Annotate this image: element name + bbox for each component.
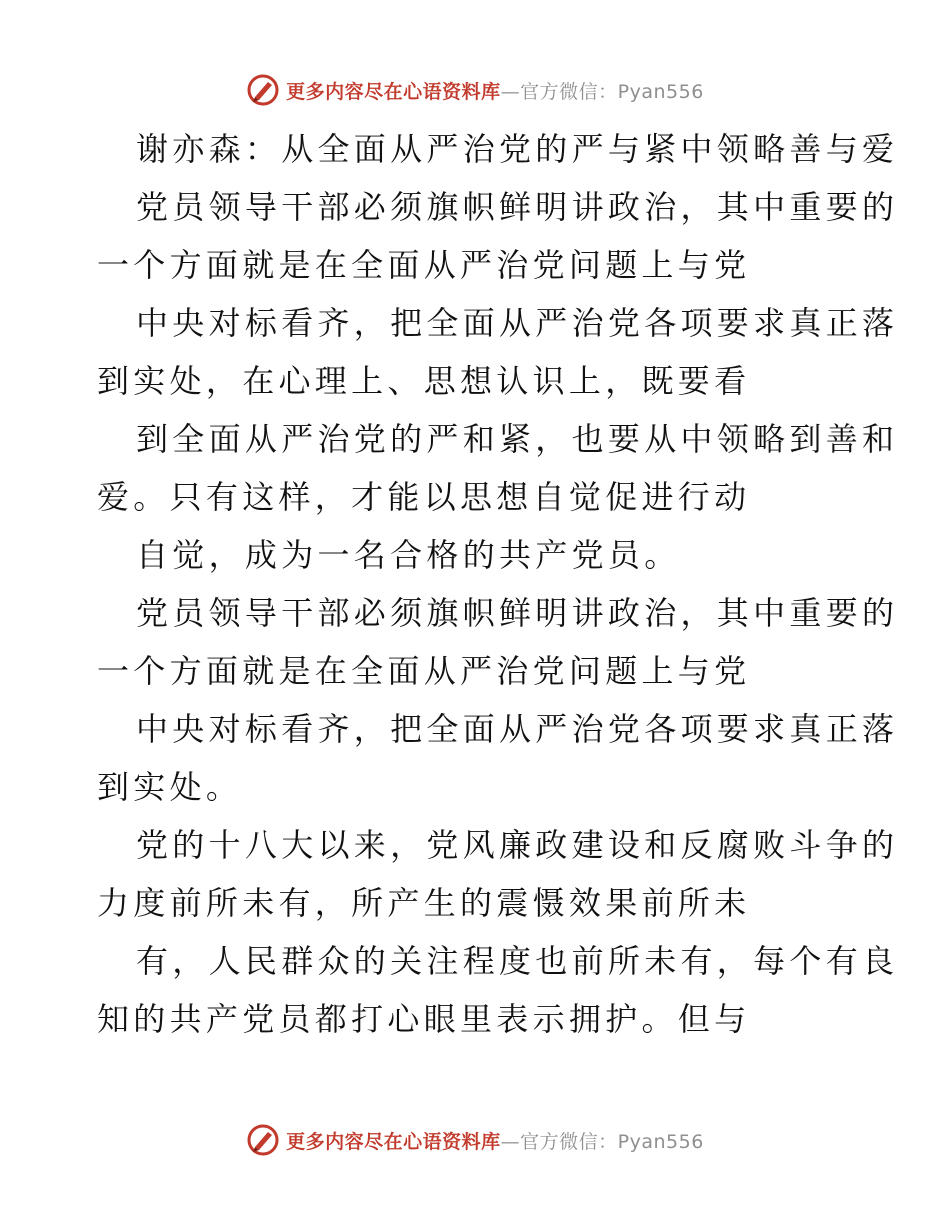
footer-banner [0,1120,950,1160]
text-line: 力度前所未有，所产生的震慑效果前所未 [97,884,751,922]
text-line: 中央对标看齐，把全面从严治党各项要求真正落 [136,710,899,748]
header-dash: — [500,80,521,103]
text-line: 党的十八大以来，党风廉政建设和反腐败斗争的 [136,826,899,864]
text-line: 到实处。 [97,768,243,806]
pen-seal-logo-icon [246,1123,280,1157]
header-banner [0,70,950,110]
text-line: 到全面从严治党的严和紧，也要从中领略到善和 [136,420,899,458]
text-line: 中央对标看齐，把全面从严治党各项要求真正落 [136,304,899,342]
pen-seal-logo-icon [246,73,280,107]
text-line: 有，人民群众的关注程度也前所未有，每个有良 [136,942,899,980]
footer-red-text: 更多内容尽在心语资料库 [286,1130,501,1153]
article-title: 谢亦森：从全面从严治党的严与紧中领略善与爱 [136,130,899,168]
header-red-text: 更多内容尽在心语资料库 [286,80,501,103]
text-line: 党员领导干部必须旗帜鲜明讲政治，其中重要的 [136,594,899,632]
footer-gray-text: 官方微信：Pyan556 [520,1130,704,1153]
header-gray-text: 官方微信：Pyan556 [520,80,704,103]
text-line: 自觉，成为一名合格的共产党员。 [136,536,681,574]
text-line: 知的共产党员都打心眼里表示拥护。但与 [97,1000,751,1038]
footer-text [286,1127,704,1154]
header-text [286,77,704,104]
text-line: 到实处，在心理上、思想认识上，既要看 [97,362,751,400]
footer-dash: — [500,1130,521,1153]
text-line: 党员领导干部必须旗帜鲜明讲政治，其中重要的 [136,188,899,226]
text-line: 一个方面就是在全面从严治党问题上与党 [97,246,751,284]
text-line: 一个方面就是在全面从严治党问题上与党 [97,652,751,690]
text-line: 爱。只有这样，才能以思想自觉促进行动 [97,478,751,516]
